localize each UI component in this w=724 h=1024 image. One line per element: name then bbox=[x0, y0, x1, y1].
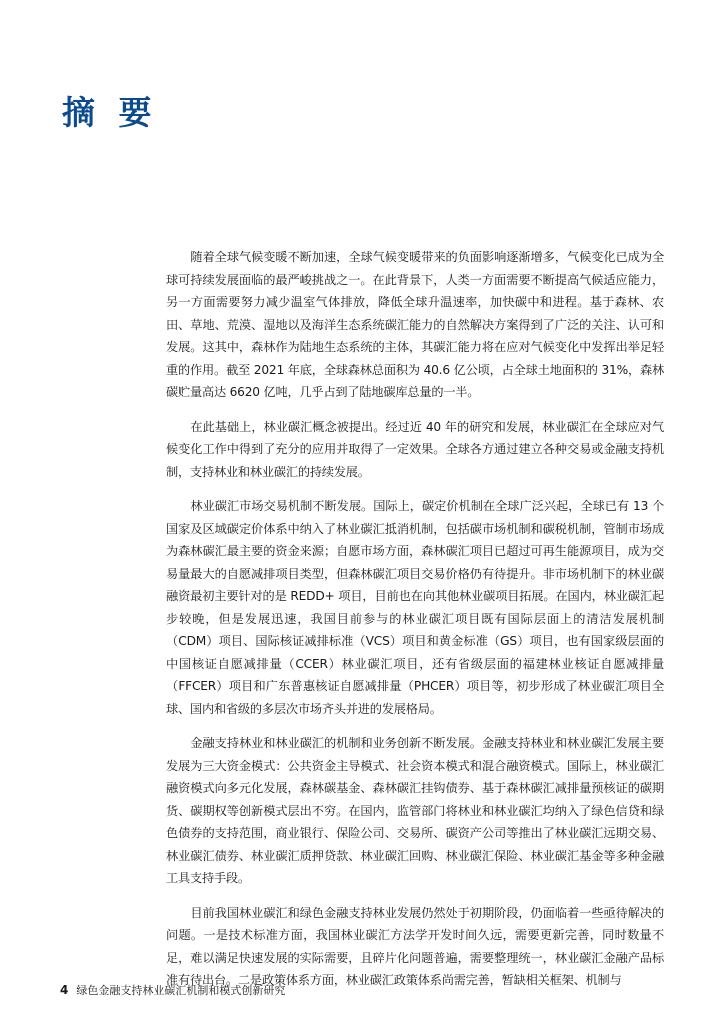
footer-title: 绿色金融支持林业碳汇机制和模式创新研究 bbox=[76, 984, 286, 997]
paragraph-3: 林业碳汇市场交易机制不断发展。国际上，碳定价机制在全球广泛兴起，全球已有 13 个国家及区域碳定价体系中纳入了林业碳汇抵消机制，包括碳市场机制和碳税机制，管制市场成为森林碳汇最主要的资金来源；自愿市场方面，森林碳汇项目已超过可再生能源项目，成为交易量最大的自愿减排项目类型，但森林碳汇项目交易价格仍有待提升。非市场机制下的林业碳融资最初主要针对的是 REDD+ 项目，目前也在向其他林业碳项目拓展。在国内，林业碳汇起步较晚，但是发展迅速，我国目前参与的林业碳汇项目既有国际层面上的清洁发展机制（CDM）项目、国际核证减排标准（VCS）项目和黄金标准（GS）项目，也有国家级层面的中国核证自愿减排量（CCER）林业碳汇项目，还有省级层面的福建林业核证自愿减排量（FFCER）项目和广东普惠核证自愿减排量（PHCER）项目等，初步形成了林业碳汇项目全球、国内和省级的多层次市场齐头并进的发展格局。 bbox=[166, 499, 664, 716]
paragraph-5: 目前我国林业碳汇和绿色金融支持林业发展仍然处于初期阶段，仍面临着一些亟待解决的问题。一是技术标准方面，我国林业碳汇方法学开发时间久远，需要更新完善，同时数量不足，难以满足快速发展的实际需要，且碎片化问题普遍，需要整理统一，林业碳汇金融产品标准有待出台。二是政策体系方面，林业碳汇政策体系尚需完善，暂缺相关框架、机制与 bbox=[166, 905, 664, 987]
page-heading: 摘 要 bbox=[62, 93, 158, 132]
page-footer bbox=[60, 983, 285, 998]
page-number: 4 bbox=[60, 983, 69, 997]
paragraph-1: 随着全球气候变暖不断加速，全球气候变暖带来的负面影响逐渐增多，气候变化已成为全球可持续发展面临的最严峻挑战之一。在此背景下，人类一方面需要不断提高气候适应能力，另一方面需要努力减少温室气体排放，降低全球升温速率，加快碳中和进程。基于森林、农田、草地、荒漠、湿地以及海洋生态系统碳汇能力的自然解决方案得到了广泛的关注、认可和发展。这其中，森林作为陆地生态系统的主体，其碳汇能力将在应对气候变化中发挥出举足轻重的作用。截至 2021 年底，全球森林总面积为 40.6 亿公顷，占全球土地面积的 31%，森林碳贮量高达 6620 亿吨，几乎占到了陆地碳库总量的一半。 bbox=[166, 250, 664, 399]
paragraph-2: 在此基础上，林业碳汇概念被提出。经过近 40 年的研究和发展，林业碳汇在全球应对气候变化工作中得到了充分的应用并取得了一定效果。全球各方通过建立各种交易或金融支持机制，支持林业和林业碳汇的持续发展。 bbox=[166, 419, 664, 479]
body-text bbox=[166, 246, 664, 1004]
paragraph-4: 金融支持林业和林业碳汇的机制和业务创新不断发展。金融支持林业和林业碳汇发展主要发展为三大资金模式：公共资金主导模式、社会资本模式和混合融资模式。国际上，林业碳汇融资模式向多元化发展，森林碳基金、森林碳汇挂钩债券、基于森林碳汇减排量预核证的碳期货、碳期权等创新模式层出不穷。在国内，监管部门将林业和林业碳汇均纳入了绿色信贷和绿色债券的支持范围，商业银行、保险公司、交易所、碳资产公司等推出了林业碳汇远期交易、林业碳汇债券、林业碳汇质押贷款、林业碳汇回购、林业碳汇保险、林业碳汇基金等多种金融工具支持手段。 bbox=[166, 736, 664, 885]
